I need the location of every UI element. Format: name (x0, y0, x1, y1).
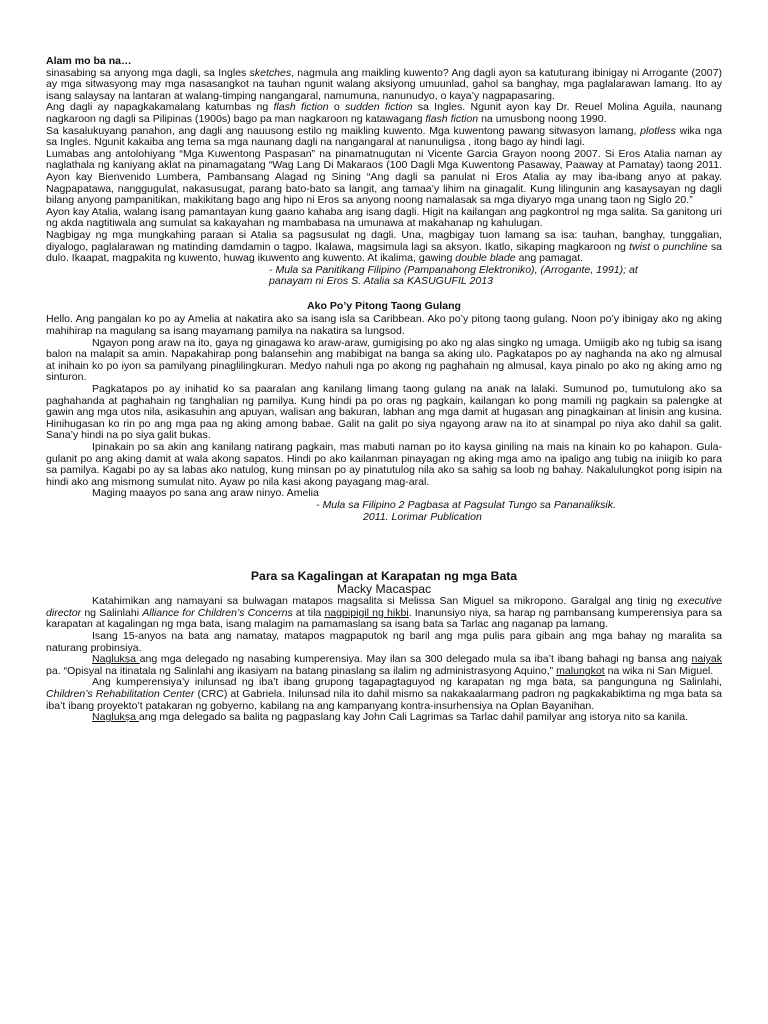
paragraph: Naglukṣa ang mga delegado sa balita ng pagpaslang kay John Cali Lagrimas sa Tarlac dahil pamilyar ang istorya nito sa kanila. (92, 711, 689, 724)
section-heading: Alam mo ba na… (46, 55, 132, 67)
citation: panayam ni Eros S. Atalia sa KASUGUFIL 2013 (269, 275, 493, 288)
paragraph: Ang kumperensiya’y inilunsad ng iba’t ibang grupong tagapagtaguyod ng karapatan ng mga bata, sa pangunguna ng Salinlahi, Children’s Rehabilitation Center (CRC) at Gabriela. Inilunsad nila ito dahil mismo sa nakakaalarmang padron ng pagkakabiktima ng mga bata sa iba’t ibang proyekto’t patakaran ng gobyerno, kabilang na ang kampanyang kontra-insurhensiya na Oplan Bayanihan. (46, 676, 722, 712)
paragraph: Pagkatapos po ay inihatid ko sa paaralan ang kanilang limang taong gulang na anak na lalaki. Sumunod po, tumutulong ako sa paghahanda at paghahain ng tanghalian ng pamilya. Kung hindi pa po oras ng pagkain, kailangan ko pong mamili ng pagkain sa palengke at gawin ang mga utos nila, asikasuhin ang apuyan, walisan ang bakuran, labhan ang mga damit at hugasan ang pinagkainan at linisin ang kusina. Hinihugasan ko rin po ang mga paa ng aking among babae. Galit na galit po siya ngayong araw na ito at sinampal po niya ako dahil sa galit. Sana’y hindi na po siya galit bukas. (46, 383, 722, 442)
paragraph: Ang dagli ay napagkakamalang katumbas ng flash fiction o sudden fiction sa Ingles. Ngunit ayon kay Dr. Reuel Molina Aguila, naunang nagkaroon ng dagli sa Pilipinas (1900s) bago pa man nagkaroon ng katawagang flash fiction na umusbong noong 1990. (46, 101, 722, 125)
document-page (46, 56, 722, 724)
article-author: Macky Macaspac (336, 582, 432, 597)
citation: 2011. Lorimar Publication (363, 510, 482, 523)
paragraph: sinasabing sa anyong mga dagli, sa Ingles sketches, nagmula ang maikling kuwento? Ang dagli ayon sa katuturang ibinigay ni Arrogante (2007) ay mga sitwasyong may mga nasasangkot na tauhan ngunit walang aksiyong umuunlad, gahol sa banghay, mga paglalarawan lamang. Ito ay isang salaysay na lantaran at walang-timping nangangaral, namumuna, nanunudyo, o kaya’y nagpapasaring. (46, 66, 722, 102)
paragraph: Ngayon pong araw na ito, gaya ng ginagawa ko araw-araw, gumigising po ako ng alas singko ng umaga. Umiigib ako ng tubig sa isang balon na malapit sa amin. Napakahirap pong balansehin ang mabibigat na banga sa aking ulo. Pagkatapos po ay naghanda na ako ng almusal at inihain ko po iyon sa pamilyang pinaglilingkuran. Medyo nahuli nga po akong ng paghahain ng almusal, kaya pinalo po ako ng aking amo ng sinturon. (46, 336, 722, 384)
citation: - Mula sa Filipino 2 Pagbasa at Pagsulat Tungo sa Pananaliksik. (316, 498, 616, 511)
paragraph: Ipinakain po sa akin ang kanilang natirang pagkain, mas mabuti naman po ito kaysa giniling na mais na kinain ko po kahapon. Gula-gulanit po ang aking damit at wala akong sapatos. Hindi po ako kailanman pinayagan ng aking mga amo na ipaligo ang tubig na iniigib ko para sa pamilya. Kagabi po ay sa labas ako natulog, kung minsan po ay pinatutulog nila ako sa sahig sa loob ng bahay. Nakalulungkot pong isipin na hindi ako ang mismong sumulat nito. Ayaw po nila kasi akong payagang mag-aral. (46, 441, 722, 488)
paragraph: Lumabas ang antolohiyang “Mga Kuwentong Paspasan” na pinamatnugutan ni Vicente Garcia Grayon noong 2007. Si Eros Atalia naman ay naglathala ng kaniyang aklat na pinamagatang “Wag Lang Di Makaraos (100 Dagli Mga Kuwentong Pasaway, Paaway at Pamatay) taong 2011. Ayon kay Bienvenido Lumbera, Pambansang Alagad ng Sining “Ang dagli sa panulat ni Eros Atalia ay may iba-ibang anyo at pakay. Nagpapatawa, nanggugulat, nakasusugat, parang bato-bato sa langit, ang tamaa’y lihim na ginagalit. Kung lilingunin ang kasaysayan ng dagli bilang anyong pampanitikan, makikitang bago ang hipo ni Eros sa anyong noong namalasak sa mga diyaryo mga unang taon ng Siglo 20.” (46, 147, 722, 207)
citation: - Mula sa Panitikang Filipino (Pampanahong Elektroniko), (Arrogante, 1991); at (269, 263, 638, 276)
paragraph: Ayon kay Atalia, walang isang pamantayan kung gaano kahaba ang isang dagli. Higit na kailangan ang pagkontrol ng mga salita. Sa ganitong uri ng akda nagtitiwala ang sumulat sa kakayahan ng mambabasa na umunawa at makahanap ng kahulugan. (46, 205, 722, 230)
paragraph: Sa kasalukuyang panahon, ang dagli ang nauusong estilo ng maikling kuwento. Mga kuwentong pawang sitwasyon lamang, plotless wika nga sa Ingles. Ngunit kakaiba ang tema sa mga naunang dagli na nangangaral at nanunuligsa , itong bago ay hindi lagi. (46, 124, 723, 149)
paragraph: Naglukṣa ang mga delegado ng nasabing kumperensiya. May ilan sa 300 delegado mula sa iba’t ibang bahagi ng bansa ang naiyak pa. “Opisyal na itinatala ng Salinlahi ang ikasiyam na batang pinaslang sa ilalim ng administrasyong Aquino,” malungkot na wika ni San Miguel. (46, 653, 722, 677)
article-title: Para sa Kagalingan at Karapatan ng mga Bata (250, 569, 518, 584)
paragraph: Nagbigay ng mga mungkahing paraan si Atalia sa pagsusulat ng dagli. Una, magbigay tuon lamang sa isa: tauhan, banghay, tunggalian, diyalogo, paglalarawan ng matinding damdamin o tagpo. Ikalawa, magsimula lagi sa aksyon. Ikatlo, sikaping magkaroon ng twist o punchline sa dulo. Ikaapat, magpakita ng kuwento, huwag ikuwento ang kuwento. At ikalima, gawing double blade ang pamagat. (46, 228, 722, 265)
paragraph: Katahimikan ang namayani sa bulwagan matapos magsalita si Melissa San Miguel sa mikropono. Garalgal ang tinig ng executive director ng Salinlahi Alliance for Children’s Concerns at tila nagpipigil ng hikbi. Inanunsiyo niya, sa harap ng pambansang kumperensiya para sa karapatan at kagalingan ng mga bata, isang malagim na pamamaslang sa isang bata sa Tarlac ang naganap pa lamang. (46, 595, 722, 631)
paragraph: Hello. Ang pangalan ko po ay Amelia at nakatira ako sa isang isla sa Caribbean. Ako po’y pitong taong gulang. Noon po’y ibinigay ako ng aking mahihirap na magulang sa isang mayamang pamilya na nakatira sa lungsod. (46, 313, 722, 338)
story-title: Ako Po’y Pitong Taong Gulang (307, 299, 461, 312)
paragraph: Maging maayos po sana ang araw ninyo. Amelia (92, 487, 319, 500)
paragraph: Isang 15-anyos na bata ang namatay, matapos magpaputok ng baril ang mga pulis para gibain ang mga bahay ng maralita sa naturang probinsiya. (46, 629, 722, 654)
